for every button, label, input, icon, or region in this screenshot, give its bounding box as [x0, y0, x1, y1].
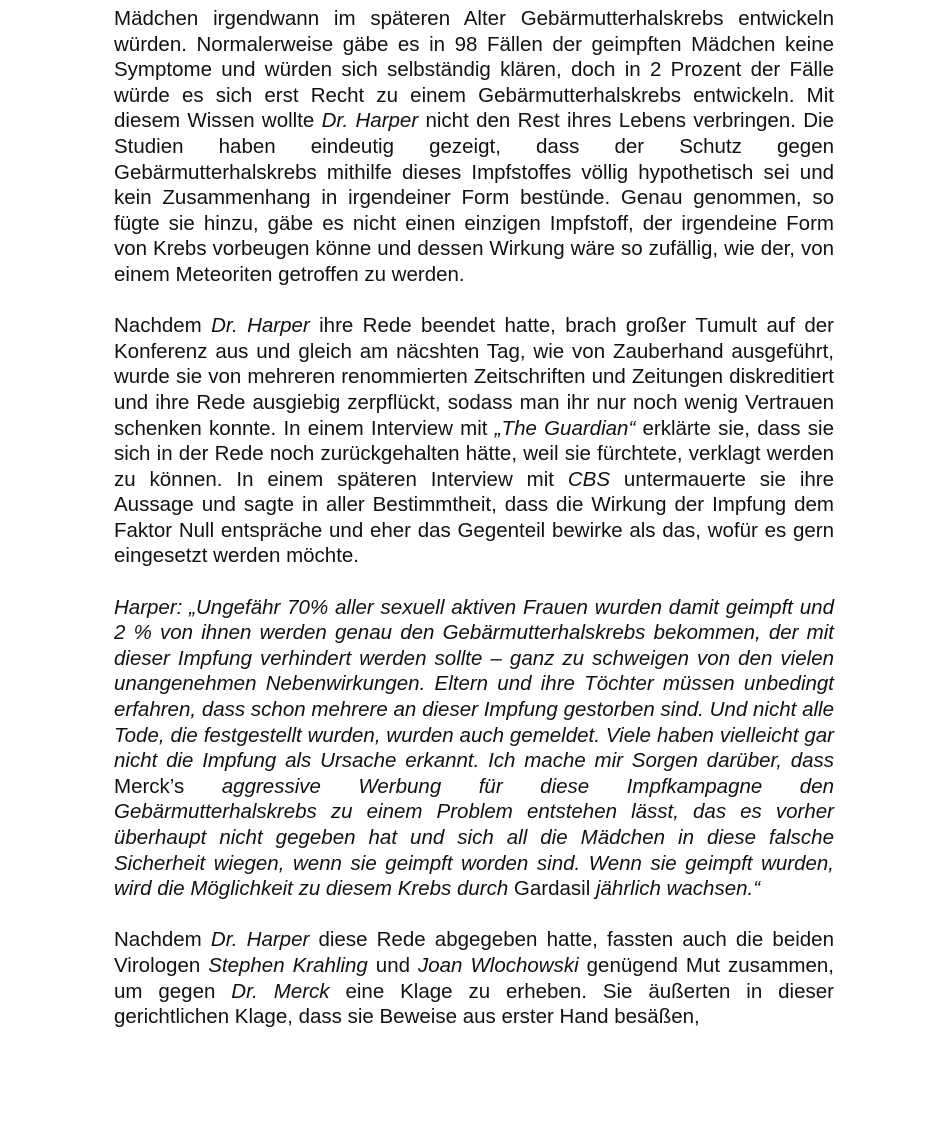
quote-text: Harper: „Ungefähr 70% aller sexuell aktiven Frauen wurden damit geimpft und 2 % von ihnen werden genau den Gebärmutterhalskrebs bekommen, der mit dieser Impfung verhindert werden sollte – ganz zu schweigen von den vielen unangenehmen Nebenwirkungen. Eltern und ihre Töchter müssen unbedingt erfahren, dass schon mehrere an dieser Impfung gestorben sind. Und nicht alle Tode, die festgestellt wurden, wurden auch gemeldet. Viele haben vielleicht gar nicht die Impfung als Ursache erkannt. Ich mache mir Sorgen darüber, dass	[114, 595, 834, 773]
quote-text: jährlich wachsen.“	[590, 877, 761, 901]
publication-name: „The Guardian“	[494, 416, 636, 440]
person-name: Dr. Merck	[231, 979, 330, 1003]
text-span: ihre Rede beendet hatte, brach großer Tumult auf der Konferenz aus und gleich am näcshten Tag, wie von Zauberhand ausgeführt, wurde sie von mehreren renommierten Zeitschriften und Zeitungen diskreditiert und ihre Rede ausgiebig zerpflückt, sodass man ihr nur noch wenig Vertrauen schenken konnte. In einem Interview mit	[114, 314, 834, 440]
quote-paragraph	[114, 595, 834, 902]
text-span: erklärte sie, dass sie sich in der Rede noch zurückgehalten hätte, weil sie fürchtete, verklagt werden zu können. In einem späteren Interview mit	[114, 416, 834, 491]
text-span: eine Klage zu erheben. Sie äußerten in dieser gerichtlichen Klage, dass sie Beweise aus erster Hand besäßen,	[114, 979, 834, 1029]
text-span: nicht den Rest ihres Lebens verbringen. Die Studien haben eindeutig gezeigt, dass der Schutz gegen Gebärmutterhalskrebs mithilfe dieses Impfstoffes völlig hypothetisch sei und kein Zusammenhang in irgendeiner Form bestünde. Genau genommen, so fügte sie hinzu, gäbe es nicht einen einzigen Impfstoff, der irgendeine Form von Krebs vorbeugen könne und dessen Wirkung wäre so zufällig, wie der, von einem Meteoriten getroffen zu werden.	[114, 109, 834, 286]
paragraph-1	[114, 6, 834, 288]
document-page	[114, 6, 834, 1055]
company-name: Merck’s	[114, 774, 185, 798]
person-name: Dr. Harper	[210, 928, 310, 952]
text-span: genügend Mut zusammen, um gegen	[114, 953, 834, 1003]
text-span: und	[367, 953, 418, 977]
text-span: diese Rede abgegeben hatte, fassten auch die beiden Virologen	[114, 928, 834, 977]
text-span: untermauerte sie ihre Aussage und sagte in aller Bestimmtheit, dass die Wirkung der Impfung dem Faktor Null entspräche und eher das Gegenteil bewirke als das, wofür es gern eingesetzt werden möchte.	[114, 467, 835, 568]
person-name: Dr. Harper	[321, 109, 419, 133]
quote-text: aggressive Werbung für diese Impfkampagne den Gebärmutterhalskrebs zu einem Problem entstehen lässt, das es vorher überhaupt nicht gegeben hat und sich all die Mädchen in diese falsche Sicherheit wiegen, wenn sie geimpft worden sind. Wenn sie geimpft wurden, wird die Möglichkeit zu diesem Krebs durch	[114, 774, 834, 901]
paragraph-2	[114, 313, 834, 569]
person-name: Dr. Harper	[211, 314, 310, 338]
broadcaster-name: CBS	[567, 467, 611, 491]
text-span: Nachdem	[114, 928, 211, 952]
paragraph-4	[114, 927, 834, 1029]
text-span: Mädchen irgendwann im späteren Alter Gebärmutterhalskrebs entwickeln würden. Normalerweise gäbe es in 98 Fällen der geimpften Mädchen keine Symptome und würden sich selbständig klären, doch in 2 Prozent der Fälle würde es sich erst Recht zu einem Gebärmutterhalskrebs entwickeln. Mit diesem Wissen wollte	[114, 7, 834, 133]
text-span: Nachdem	[114, 314, 212, 338]
product-name: Gardasil	[513, 877, 591, 901]
person-name: Joan Wlochowski	[418, 953, 579, 977]
person-name: Stephen Krahling	[208, 953, 368, 977]
